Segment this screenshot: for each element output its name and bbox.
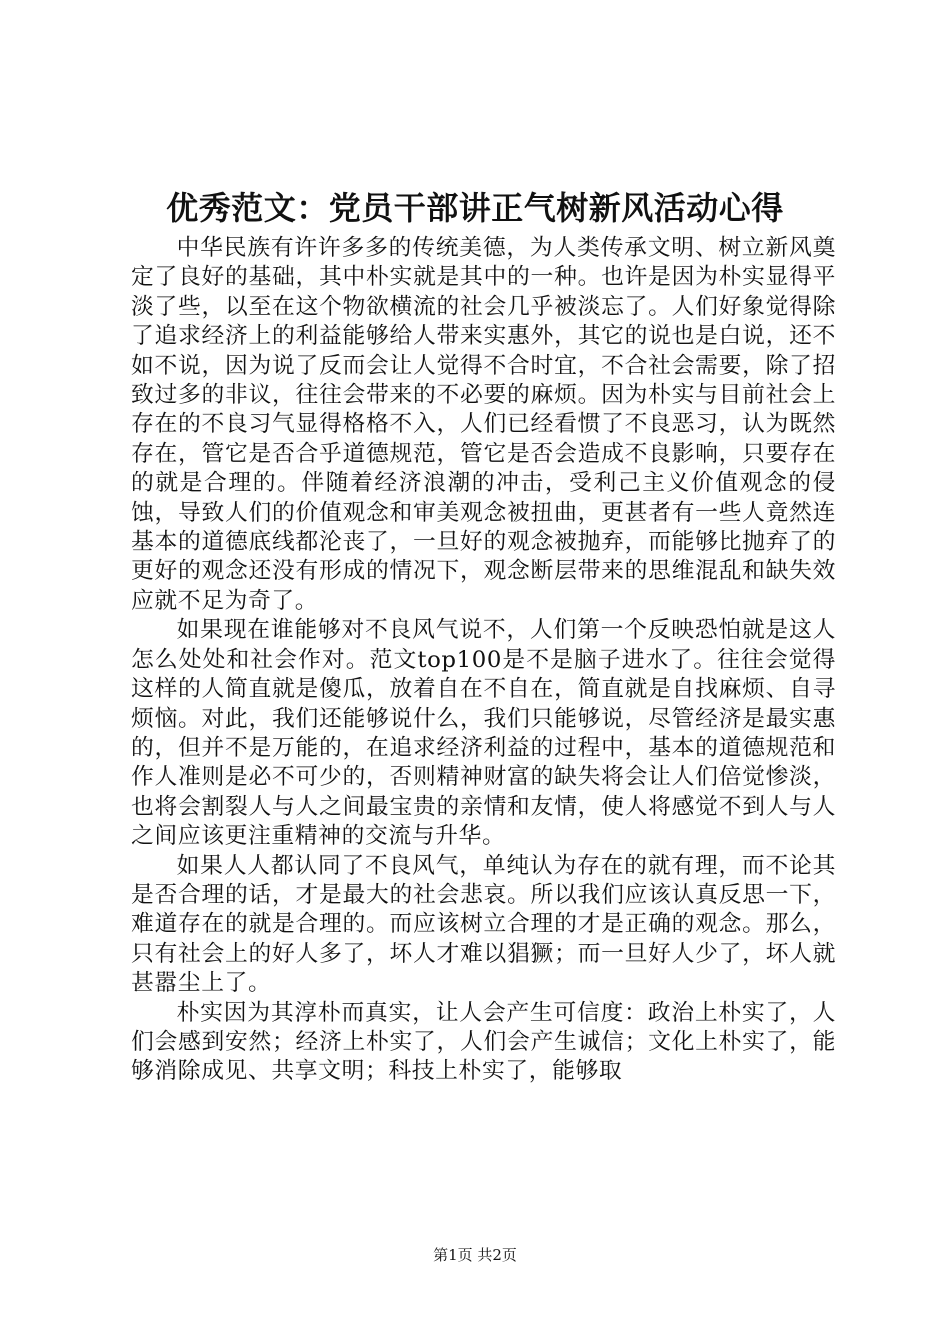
page-number-footer: 第1页 共2页: [433, 1246, 517, 1264]
paragraph-4: 朴实因为其淳朴而真实，让人会产生可信度：政治上朴实了，人们会感到安然；经济上朴实了，人们会产生诚信；文化上朴实了，能够消除成见、共享文明；科技上朴实了，能够取: [131, 999, 836, 1085]
document-title: 优秀范文：党员干部讲正气树新风活动心得: [166, 189, 784, 227]
document-body: [131, 234, 836, 1087]
paragraph-3: 如果人人都认同了不良风气，单纯认为存在的就有理，而不论其是否合理的话，才是最大的社会悲哀。所以我们应该认真反思一下，难道存在的就是合理的。而应该树立合理的才是正确的观念。那么，只有社会上的好人多了，坏人才难以猖獗；而一旦好人少了，坏人就甚嚣尘上了。: [131, 852, 836, 997]
paragraph-2: 如果现在谁能够对不良风气说不，人们第一个反映恐怕就是这人怎么处处和社会作对。范文top100是不是脑子进水了。往往会觉得这样的人简直就是傻瓜，放着自在不自在，简直就是自找麻烦、自寻烦恼。对此，我们还能够说什么，我们只能够说，尽管经济是最实惠的，但并不是万能的，在追求经济利益的过程中，基本的道德规范和作人准则是必不可少的，否则精神财富的缺失将会让人们倍觉惨淡，也将会割裂人与人之间最宝贵的亲情和友情，使人将感觉不到人与人之间应该更注重精神的交流与升华。: [131, 617, 836, 850]
paragraph-1: 中华民族有许许多多的传统美德，为人类传承文明、树立新风奠定了良好的基础，其中朴实就是其中的一种。也许是因为朴实显得平淡了些，以至在这个物欲横流的社会几乎被淡忘了。人们好象觉得除了追求经济上的利益能够给人带来实惠外，其它的说也是白说，还不如不说，因为说了反而会让人觉得不合时宜，不合社会需要，除了招致过多的非议，往往会带来的不必要的麻烦。因为朴实与目前社会上存在的不良习气显得格格不入，人们已经看惯了不良恶习，认为既然存在，管它是否合乎道德规范，管它是否会造成不良影响，只要存在的就是合理的。伴随着经济浪潮的冲击，受利己主义价值观念的侵蚀，导致人们的价值观念和审美观念被扭曲，更甚者有一些人竟然连基本的道德底线都沦丧了，一旦好的观念被抛弃，而能够比抛弃了的更好的观念还没有形成的情况下，观念断层带来的思维混乱和缺失效应就不足为奇了。: [131, 235, 836, 614]
